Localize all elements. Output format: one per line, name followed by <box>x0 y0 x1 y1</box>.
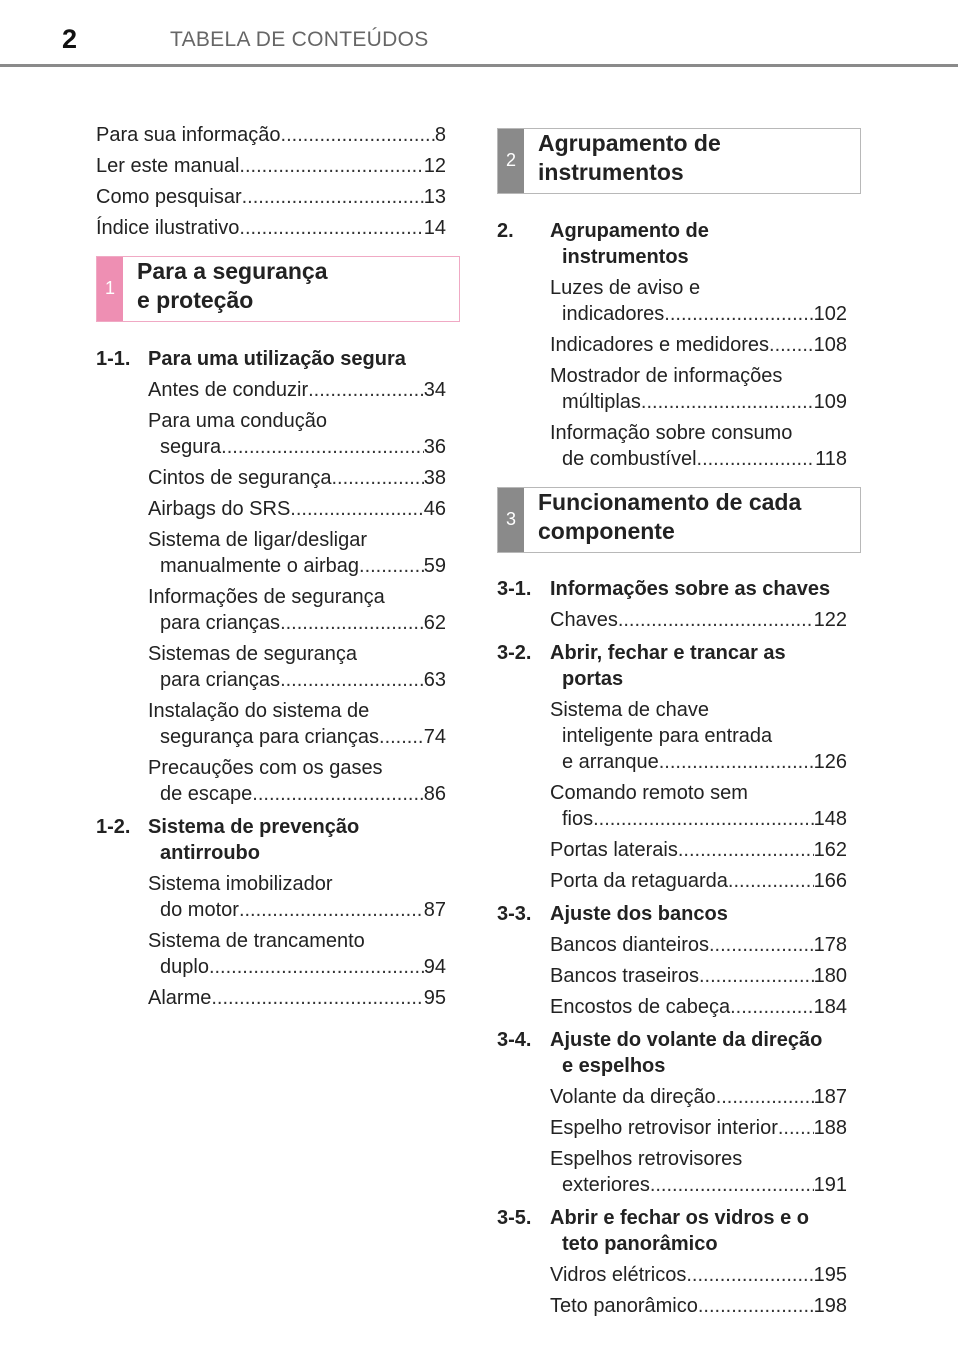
entry-page: 95 <box>423 987 446 1009</box>
entry-page: 36 <box>423 436 446 458</box>
section-header-3[interactable] <box>497 487 861 553</box>
entry-title: e arranque <box>562 751 659 773</box>
toc-entry[interactable] <box>148 985 446 1011</box>
section-title <box>137 257 328 315</box>
leader-dots <box>641 389 814 415</box>
entry-page: 63 <box>423 669 446 691</box>
section-number: 3 <box>505 509 516 529</box>
leader-dots <box>730 994 814 1020</box>
entry-title: Porta da retaguarda <box>550 870 728 892</box>
entry-title: Teto panorâmico <box>550 1295 698 1317</box>
toc-entry[interactable] <box>550 837 847 863</box>
page-number: 2 <box>62 24 78 54</box>
entry-page: 109 <box>813 391 847 413</box>
toc-entry[interactable] <box>148 496 446 522</box>
entry-page: 166 <box>813 870 847 892</box>
section-title-line: Funcionamento de cada <box>538 489 802 515</box>
entry-page: 59 <box>423 555 446 577</box>
section-title <box>538 129 721 187</box>
entry-title: Antes de conduzir <box>148 379 309 401</box>
entry-title-line: Comando remoto sem <box>550 782 748 804</box>
leader-dots <box>331 465 423 491</box>
chapter-name: Sistema de prevenção <box>148 816 360 838</box>
toc-entry[interactable] <box>160 724 446 750</box>
leader-dots <box>769 332 814 358</box>
page-header <box>0 0 960 68</box>
entry-page: 162 <box>813 839 847 861</box>
toc-entry[interactable] <box>550 994 847 1020</box>
entry-page: 118 <box>815 448 847 470</box>
entry-title: múltiplas <box>562 391 641 413</box>
toc-entry[interactable] <box>96 215 446 241</box>
section-title-line: componente <box>538 518 675 544</box>
toc-entry[interactable] <box>550 963 847 989</box>
entry-title: fios <box>562 808 594 830</box>
entry-page: 108 <box>813 334 847 356</box>
entry-title-line: Sistema imobilizador <box>148 873 333 895</box>
entry-page: 34 <box>423 379 446 401</box>
entry-title: duplo <box>160 956 209 978</box>
leader-dots <box>659 749 814 775</box>
toc-entry[interactable] <box>562 806 847 832</box>
entry-page: 187 <box>813 1086 847 1108</box>
leader-dots <box>593 806 814 832</box>
leader-dots <box>239 215 423 241</box>
leader-dots <box>709 932 814 958</box>
entry-page: 180 <box>813 965 847 987</box>
leader-dots <box>242 184 424 210</box>
toc-entry[interactable] <box>550 1262 847 1288</box>
chapter-code: 3-3. <box>497 903 532 925</box>
entry-title: Como pesquisar <box>96 186 242 208</box>
toc-entry[interactable] <box>550 607 847 633</box>
toc-entry[interactable] <box>550 868 847 894</box>
entry-title-line: Sistema de ligar/desligar <box>148 529 367 551</box>
toc-entry[interactable] <box>160 610 446 636</box>
entry-title: Bancos traseiros <box>550 965 699 987</box>
entry-page: 184 <box>813 996 847 1018</box>
toc-entry[interactable] <box>550 932 847 958</box>
toc-entry[interactable] <box>160 553 446 579</box>
toc-entry[interactable] <box>562 301 847 327</box>
toc-entry[interactable] <box>160 667 446 693</box>
toc-entry[interactable] <box>160 954 446 980</box>
toc-entry[interactable] <box>96 153 446 179</box>
page-title: TABELA DE CONTEÚDOS <box>170 28 429 51</box>
section-title-line: Agrupamento de <box>538 130 721 156</box>
entry-title: Portas laterais <box>550 839 678 861</box>
leader-dots <box>678 837 814 863</box>
entry-page: 8 <box>434 124 446 146</box>
section-number: 1 <box>104 278 115 298</box>
toc-entry[interactable] <box>550 1115 847 1141</box>
entry-page: 198 <box>813 1295 847 1317</box>
entry-page: 87 <box>423 899 446 921</box>
entry-page: 86 <box>423 783 446 805</box>
chapter-name: Informações sobre as chaves <box>550 578 831 600</box>
entry-page: 38 <box>423 467 446 489</box>
entry-title-line: inteligente para entrada <box>562 725 773 747</box>
entry-title: do motor <box>160 899 239 921</box>
toc-entry[interactable] <box>562 1172 847 1198</box>
section-header-2[interactable] <box>497 128 861 194</box>
chapter-name: Ajuste do volante da direção <box>550 1029 823 1051</box>
entry-title: para crianças <box>160 669 281 691</box>
leader-dots <box>697 446 816 472</box>
entry-title: manualmente o airbag <box>160 555 360 577</box>
toc-entry[interactable] <box>562 389 847 415</box>
chapter-code: 3-4. <box>497 1029 532 1051</box>
chapter-code: 3-1. <box>497 578 532 600</box>
leader-dots <box>280 667 424 693</box>
entry-title: para crianças <box>160 612 281 634</box>
leader-dots <box>239 153 423 179</box>
leader-dots <box>650 1172 814 1198</box>
chapter-name: e espelhos <box>562 1055 666 1077</box>
chapter-name: instrumentos <box>562 246 689 268</box>
toc-entry[interactable] <box>550 1084 847 1110</box>
section-title-line: Para a segurança <box>137 258 328 284</box>
leader-dots <box>686 1262 813 1288</box>
entry-title: Alarme <box>148 987 212 1009</box>
entry-title-line: Sistema de trancamento <box>148 930 365 952</box>
entry-page: 46 <box>423 498 446 520</box>
entry-title: exteriores <box>562 1174 650 1196</box>
entry-title-line: Espelhos retrovisores <box>550 1148 743 1170</box>
entry-title-line: Luzes de aviso e <box>550 277 701 299</box>
leader-dots <box>728 868 814 894</box>
entry-title: Chaves <box>550 609 618 631</box>
leader-dots <box>221 434 424 460</box>
chapter-code: 2. <box>497 220 514 242</box>
toc-entry[interactable] <box>96 184 446 210</box>
entry-title: segurança para crianças <box>160 726 380 748</box>
chapter-name: teto panorâmico <box>562 1233 718 1255</box>
chapter-code: 3-2. <box>497 642 532 664</box>
chapter-code: 1-2. <box>96 816 131 838</box>
chapter-name: portas <box>562 668 624 690</box>
entry-title: Ler este manual <box>96 155 240 177</box>
entry-page: 188 <box>813 1117 847 1139</box>
leader-dots <box>359 553 424 579</box>
header-divider <box>0 64 958 67</box>
entry-page: 148 <box>813 808 847 830</box>
toc-entry[interactable] <box>562 446 847 472</box>
entry-title: Volante da direção <box>550 1086 716 1108</box>
entry-title: Encostos de cabeça <box>550 996 731 1018</box>
leader-dots <box>252 781 423 807</box>
chapter-name: antirroubo <box>160 842 260 864</box>
toc-entry[interactable] <box>550 332 847 358</box>
section-header-1[interactable] <box>96 256 460 322</box>
entry-page: 178 <box>813 934 847 956</box>
entry-title-line: Informações de segurança <box>148 586 385 608</box>
entry-title-line: Para uma condução <box>148 410 328 432</box>
toc-entry[interactable] <box>160 781 446 807</box>
toc-entry[interactable] <box>96 122 446 148</box>
toc-entry[interactable] <box>160 434 446 460</box>
entry-title-line: Mostrador de informações <box>550 365 783 387</box>
leader-dots <box>308 377 424 403</box>
leader-dots <box>209 954 424 980</box>
entry-title: de combustível <box>562 448 697 470</box>
section-title <box>538 488 801 546</box>
entry-page: 122 <box>813 609 847 631</box>
leader-dots <box>280 610 424 636</box>
toc-entry[interactable] <box>160 897 446 923</box>
leader-dots <box>716 1084 814 1110</box>
entry-title: Indicadores e medidores <box>550 334 770 356</box>
chapter-name: Abrir e fechar os vidros e o <box>550 1207 809 1229</box>
entry-page: 195 <box>813 1264 847 1286</box>
chapter-name: Agrupamento de <box>550 220 709 242</box>
entry-page: 12 <box>423 155 446 177</box>
entry-page: 191 <box>813 1174 847 1196</box>
entry-title-line: Sistema de chave <box>550 699 709 721</box>
toc-entry[interactable] <box>148 377 446 403</box>
chapter-name: Para uma utilização segura <box>148 348 406 370</box>
chapter-name: Abrir, fechar e trancar as <box>550 642 786 664</box>
entry-page: 14 <box>423 217 446 239</box>
entry-title-line: Sistemas de segurança <box>148 643 358 665</box>
chapter-name: Ajuste dos bancos <box>550 903 728 925</box>
leader-dots <box>698 1293 814 1319</box>
entry-title: segura <box>160 436 222 458</box>
entry-page: 102 <box>813 303 847 325</box>
leader-dots <box>379 724 424 750</box>
entry-page: 62 <box>423 612 446 634</box>
entry-page: 126 <box>813 751 847 773</box>
leader-dots <box>211 985 423 1011</box>
section-title-line: instrumentos <box>538 159 684 185</box>
section-title-line: e proteção <box>137 287 254 313</box>
toc-entry[interactable] <box>148 465 446 491</box>
leader-dots <box>699 963 814 989</box>
leader-dots <box>290 496 423 522</box>
entry-title-line: Instalação do sistema de <box>148 700 370 722</box>
leader-dots <box>281 122 435 148</box>
entry-title: Espelho retrovisor interior <box>550 1117 778 1139</box>
entry-title-line: Precauções com os gases <box>148 757 383 779</box>
entry-title: Para sua informação <box>96 124 281 146</box>
chapter-code: 3-5. <box>497 1207 532 1229</box>
entry-page: 94 <box>423 956 446 978</box>
entry-page: 74 <box>423 726 446 748</box>
leader-dots <box>664 301 813 327</box>
toc-entry[interactable] <box>562 749 847 775</box>
entry-title-line: Informação sobre consumo <box>550 422 793 444</box>
entry-title: Airbags do SRS <box>148 498 291 520</box>
entry-title: Vidros elétricos <box>550 1264 687 1286</box>
section-number: 2 <box>505 150 516 170</box>
entry-title: Bancos dianteiros <box>550 934 709 956</box>
entry-page: 13 <box>423 186 446 208</box>
entry-title: indicadores <box>562 303 665 325</box>
entry-title: Índice ilustrativo <box>96 217 240 239</box>
toc-entry[interactable] <box>550 1293 847 1319</box>
entry-title: Cintos de segurança <box>148 467 332 489</box>
leader-dots <box>778 1115 814 1141</box>
entry-title: de escape <box>160 783 253 805</box>
leader-dots <box>239 897 424 923</box>
chapter-code: 1-1. <box>96 348 131 370</box>
leader-dots <box>618 607 814 633</box>
